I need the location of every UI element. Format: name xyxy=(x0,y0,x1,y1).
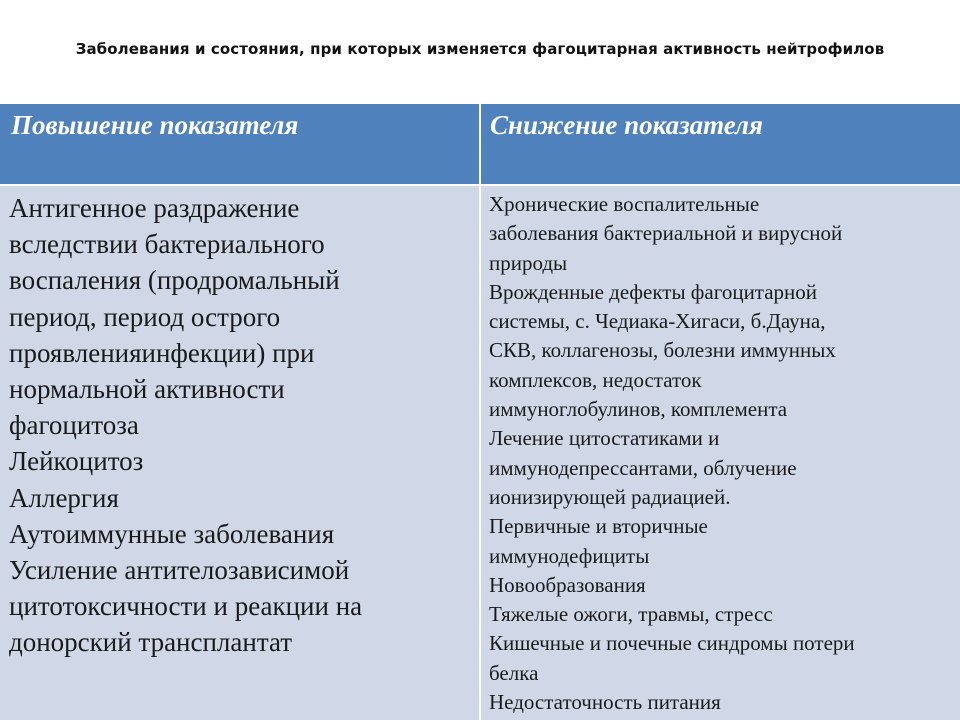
increase-line: цитотоксичности и реакции на xyxy=(9,591,363,622)
decrease-line: Врожденные дефекты фагоцитарной xyxy=(489,279,818,304)
increase-line: нормальной активности xyxy=(9,374,285,405)
increase-line: вследствии бактериального xyxy=(9,229,325,260)
decrease-line: Первичные и вторичные xyxy=(489,514,708,539)
decrease-line: природы xyxy=(489,250,568,275)
increase-line: Лейкоцитоз xyxy=(9,446,144,477)
increase-line: фагоцитоза xyxy=(9,410,139,441)
increase-line: проявленияинфекции) при xyxy=(9,337,315,368)
decrease-line: Лечение цитостатиками и xyxy=(489,426,720,451)
increase-line: Антигенное раздражение xyxy=(9,193,300,223)
decrease-line: иммуноглобулинов, комплемента xyxy=(489,397,788,422)
decrease-line: Тяжелые ожоги, травмы, стресс xyxy=(489,602,773,627)
decrease-line: Кишечные и почечные синдромы потери xyxy=(489,631,855,656)
increase-line: период, период острого xyxy=(9,301,281,332)
decrease-line: белка xyxy=(489,660,539,685)
column-divider xyxy=(479,104,481,720)
increase-line: Аллергия xyxy=(9,482,119,513)
header-increase: Повышение показателя xyxy=(0,104,479,184)
decrease-line: заболевания бактериальной и вирусной xyxy=(489,221,843,246)
decrease-line: Недостаточность питания xyxy=(489,690,721,715)
cell-decrease xyxy=(481,186,960,720)
increase-line: Аутоиммунные заболевания xyxy=(9,518,335,549)
decrease-line: Хронические воспалительные xyxy=(489,192,760,216)
decrease-line: комплексов, недостаток xyxy=(489,367,702,392)
decrease-line: иммунодепрессантами, облучение xyxy=(489,455,797,480)
header-decrease: Снижение показателя xyxy=(481,104,960,184)
increase-line: донорский трансплантат xyxy=(9,627,293,658)
header-divider xyxy=(0,184,960,186)
decrease-line: ионизирующей радиацией. xyxy=(489,484,731,509)
decrease-line: системы, с. Чедиака-Хигаси, б.Дауна, xyxy=(489,309,826,334)
decrease-line: Новообразования xyxy=(489,572,646,597)
decrease-line: СКВ, коллагенозы, болезни иммунных xyxy=(489,338,836,363)
cell-increase xyxy=(0,186,479,720)
increase-line: Усиление антителозависимой xyxy=(9,555,350,586)
increase-line: воспаления (продромальный xyxy=(9,265,340,296)
slide-title: Заболевания и состояния, при которых изменяется фагоцитарная активность нейтрофилов xyxy=(75,40,885,58)
decrease-line: иммунодефициты xyxy=(489,543,650,568)
comparison-table xyxy=(0,104,960,720)
